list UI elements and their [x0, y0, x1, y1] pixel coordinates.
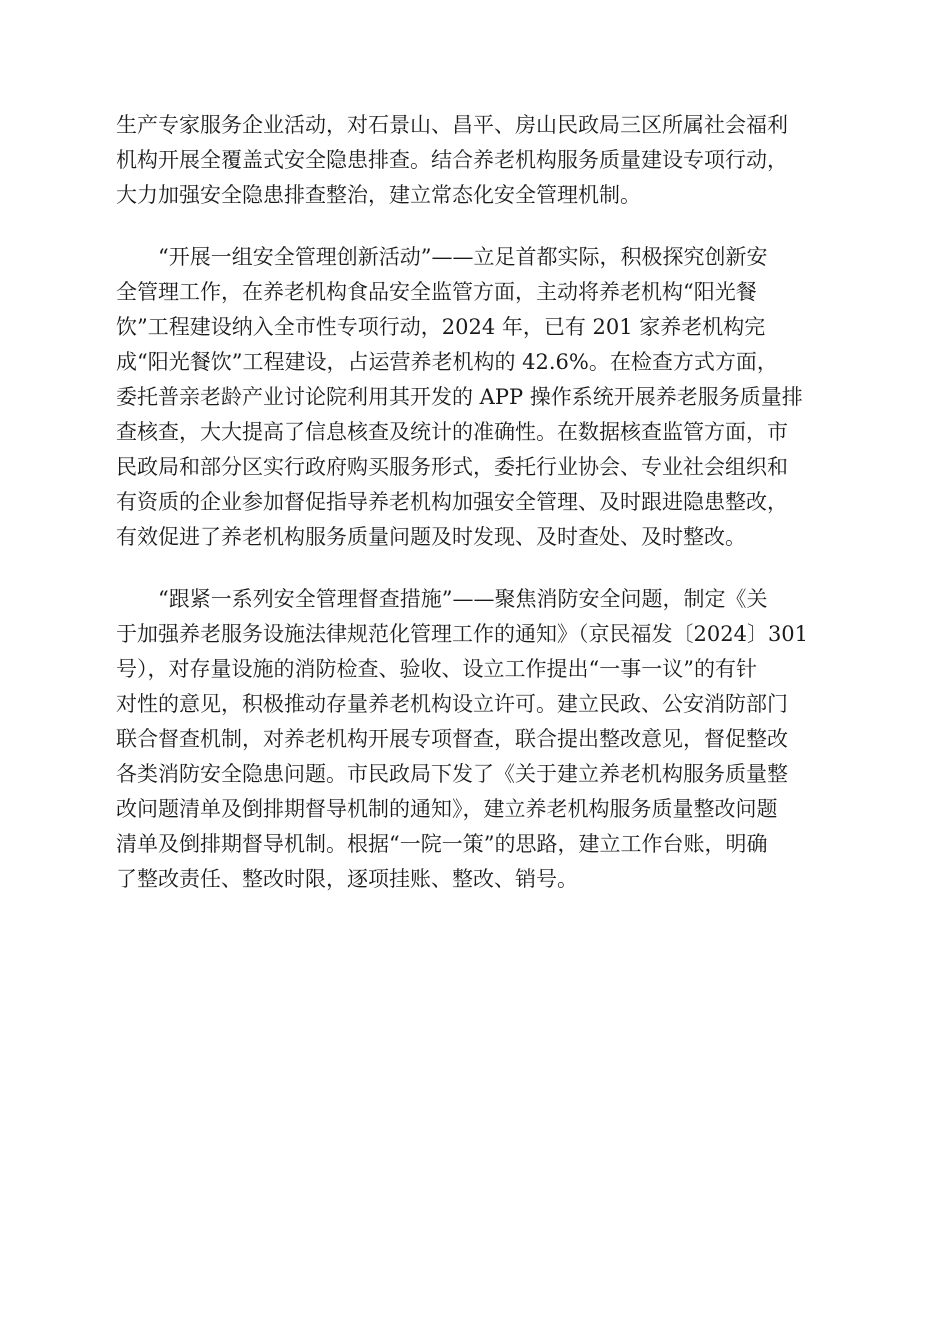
text-line: 成“阳光餐饮”工程建设，占运营养老机构的 42.6%。在检查方式方面，	[116, 350, 778, 374]
text-line: 清单及倒排期督导机制。根据“一院一策”的思路，建立工作台账，明确	[116, 832, 768, 856]
text-line: 全管理工作，在养老机构食品安全监管方面，主动将养老机构“阳光餐	[116, 280, 757, 304]
text-line: 了整改责任、整改时限，逐项挂账、整改、销号。	[116, 867, 578, 891]
document-body	[116, 108, 836, 897]
paragraph-2	[116, 240, 836, 555]
text-line: 生产专家服务企业活动，对石景山、昌平、房山民政局三区所属社会福利	[116, 113, 788, 137]
text-line: 对性的意见，积极推动存量养老机构设立许可。建立民政、公安消防部门	[116, 692, 788, 716]
text-line: 各类消防安全隐患问题。市民政局下发了《关于建立养老机构服务质量整	[116, 762, 788, 786]
paragraph-3	[116, 582, 836, 897]
text-line: 机构开展全覆盖式安全隐患排查。结合养老机构服务质量建设专项行动，	[116, 148, 788, 172]
text-line: 于加强养老服务设施法律规范化管理工作的通知》（京民福发〔2024〕301	[116, 622, 809, 646]
text-line: 联合督查机制，对养老机构开展专项督查，联合提出整改意见，督促整改	[116, 727, 788, 751]
text-line: 民政局和部分区实行政府购买服务形式，委托行业协会、专业社会组织和	[116, 455, 788, 479]
text-line: 饮”工程建设纳入全市性专项行动，2024 年，已有 201 家养老机构完	[116, 315, 766, 339]
text-line: 查核查，大大提高了信息核查及统计的准确性。在数据核查监管方面，市	[116, 420, 788, 444]
text-line: 委托普亲老龄产业讨论院利用其开发的 APP 操作系统开展养老服务质量排	[116, 385, 803, 409]
text-line: “开展一组安全管理创新活动”——立足首都实际，积极探究创新安	[116, 245, 768, 269]
text-line: 大力加强安全隐患排查整治，建立常态化安全管理机制。	[116, 183, 641, 207]
text-line: 有效促进了养老机构服务质量问题及时发现、及时查处、及时整改。	[116, 525, 746, 549]
paragraph-spacer	[116, 555, 836, 582]
text-line: 有资质的企业参加督促指导养老机构加强安全管理、及时跟进隐患整改，	[116, 490, 788, 514]
text-line: 号），对存量设施的消防检查、验收、设立工作提出“一事一议”的有针	[116, 657, 757, 681]
paragraph-spacer	[116, 213, 836, 240]
text-line: 改问题清单及倒排期督导机制的通知》，建立养老机构服务质量整改问题	[116, 797, 778, 821]
text-line: “跟紧一系列安全管理督查措施”——聚焦消防安全问题，制定《关	[116, 587, 768, 611]
paragraph-1	[116, 108, 836, 213]
